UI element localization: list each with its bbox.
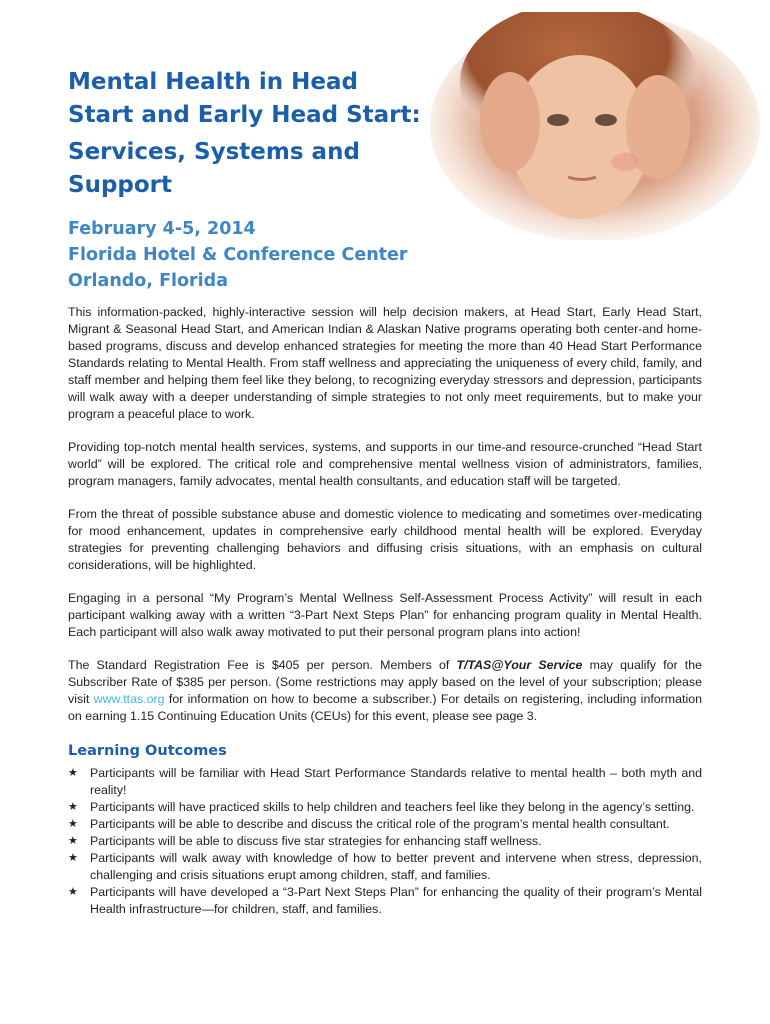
title-line-1: Mental Health in Head [68, 69, 358, 95]
services-paragraph: Providing top-notch mental health services, systems, and supports in our time-and resource-crunched “Head Start world” will be explored. The critical role and comprehensive mental wellness vision of administrators, families, program managers, family advocates, mental health consultants, and education staff will be targeted. [68, 440, 702, 488]
title-line-2: Start and Early Head Start: [68, 102, 421, 128]
title-line-4: Support [68, 172, 173, 198]
list-item: ★ Participants will walk away with knowledge of how to better prevent and intervene when stress, depression, challenging and crisis situations erupt among children, staff, and families. [68, 851, 702, 882]
star-icon: ★ [68, 835, 78, 847]
activity-paragraph: Engaging in a personal “My Program’s Mental Wellness Self-Assessment Process Activity” will result in each participant walking away with a written “3-Part Next Steps Plan” for enhancing program quality in Mental Health. Each participant will also walk away motivated to put their personal program plans into action! [68, 591, 702, 639]
star-icon: ★ [68, 886, 78, 898]
star-icon: ★ [68, 767, 78, 779]
learning-outcomes-heading: Learning Outcomes [68, 743, 227, 759]
threats-paragraph: From the threat of possible substance abuse and domestic violence to medicating and sometimes over-medicating for mood enhancement, updates in comprehensive early childhood mental health will be explored. Everyday strategies for preventing challenging behaviors and diffusing crisis situations, with an emphasis on cultural considerations, will be highlighted. [68, 507, 702, 572]
event-venue: Florida Hotel & Conference Center [68, 245, 408, 265]
fee-text-2: may qualify for the Subscriber Rate of $385 per person. (Some restrictions may apply based on the level of your subscription; please visit [68, 658, 702, 706]
event-city: Orlando, Florida [68, 271, 229, 291]
list-item: ★ Participants will have developed a “3-Part Next Steps Plan” for enhancing the quality of their program’s Mental Health infrastructure—for children, staff, and families. [68, 885, 702, 916]
list-item: ★ Participants will be familiar with Head Start Performance Standards relative to mental health – both myth and reality! [68, 766, 702, 797]
fee-text-1: The Standard Registration Fee is $405 per person. Members of [68, 658, 457, 672]
list-item: ★ Participants will be able to describe and discuss the critical role of the program’s mental health consultant. [68, 817, 670, 831]
list-item: ★ Participants will have practiced skills to help children and teachers feel like they belong in the agency’s setting. [68, 800, 695, 814]
cover-photo-child [430, 12, 760, 240]
star-icon: ★ [68, 818, 78, 830]
page-title [68, 66, 448, 202]
ttas-link[interactable]: www.ttas.org [93, 692, 165, 706]
star-icon: ★ [68, 801, 78, 813]
body-text [68, 304, 702, 918]
title-line-3: Services, Systems and [68, 139, 360, 165]
fee-paragraph [68, 657, 702, 725]
list-item: ★ Participants will be able to discuss five star strategies for enhancing staff wellness. [68, 834, 542, 848]
event-details [68, 216, 408, 294]
learning-outcomes-list [68, 765, 702, 918]
fee-text-3: for information on how to become a subscriber.) For details on registering, including information on earning 1.15 Continuing Education Units (CEUs) for this event, please see page 3. [68, 692, 702, 723]
intro-paragraph: This information-packed, highly-interactive session will help decision makers, at Head Start, Early Head Start, Migrant & Seasonal Head Start, and American Indian & Alaskan Native programs operating both center-and home-based programs, discuss and develop enhanced strategies for meeting the more than 40 Head Start Performance Standards relating to Mental Health. From staff wellness and appreciating the uniqueness of every child, family, and staff member and helping them feel like they belong, to recognizing everyday stressors and depression, participants will walk away with a deeper understanding of simple strategies to not only meet requirements, but to make your program a peaceful place to work. [68, 305, 702, 421]
event-date: February 4-5, 2014 [68, 219, 256, 239]
ttas-brand: T/TAS@Your Service [456, 658, 583, 672]
star-icon: ★ [68, 852, 78, 864]
